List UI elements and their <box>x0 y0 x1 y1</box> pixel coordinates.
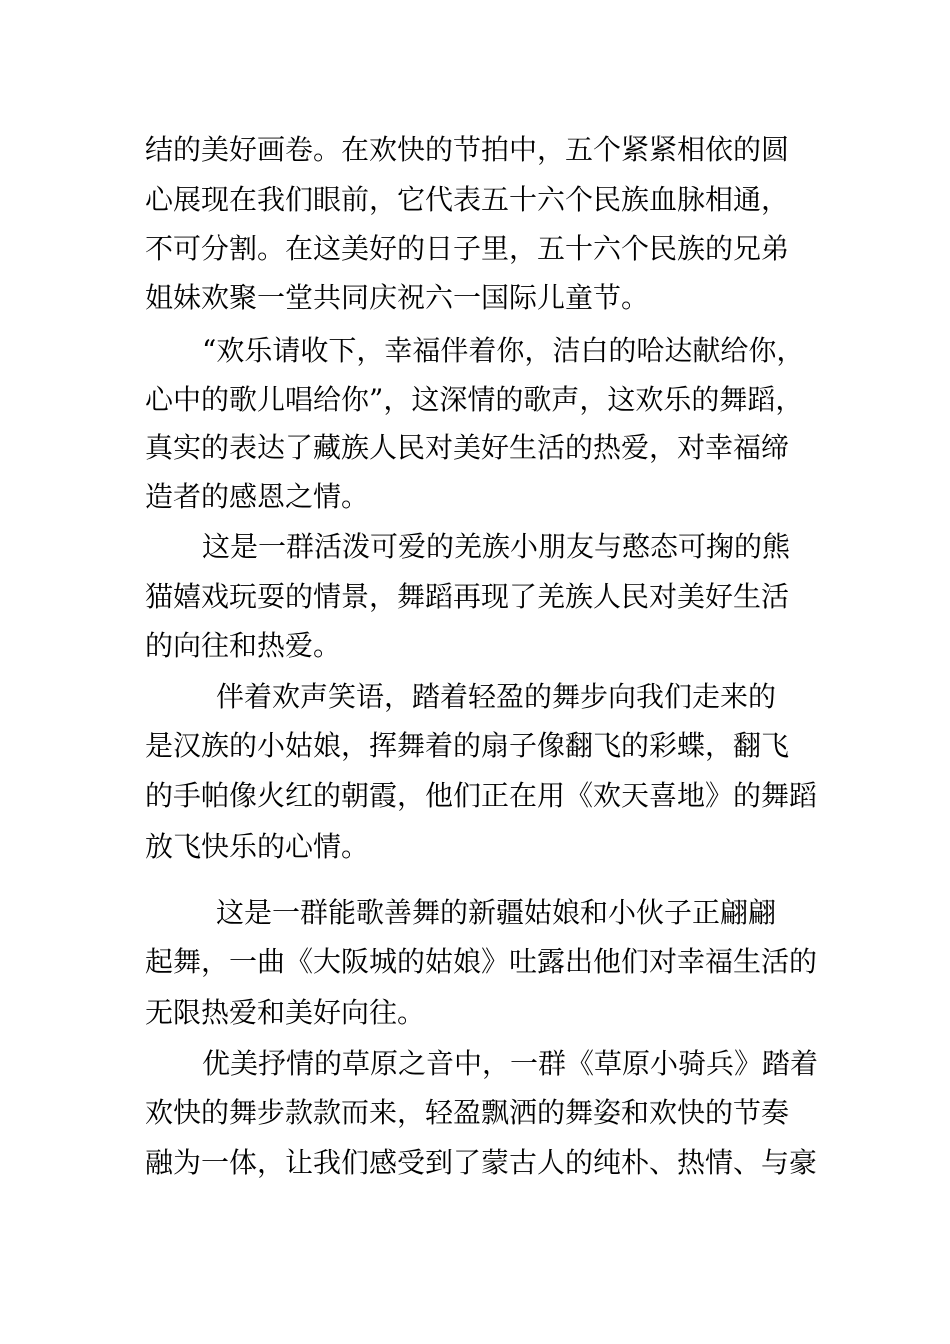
text-line: 这是一群能歌善舞的新疆姑娘和小伙子正翩翩 <box>216 896 777 929</box>
text-line: 真实的表达了藏族人民对美好生活的热爱，对幸福缔 <box>145 431 790 464</box>
text-line: 伴着欢声笑语，踏着轻盈的舞步向我们走来的 <box>216 680 777 713</box>
text-line: 结的美好画卷。在欢快的节拍中，五个紧紧相依的圆 <box>145 133 790 166</box>
text-line: 造者的感恩之情。 <box>145 480 370 513</box>
text-line: 心中的歌儿唱给你”，这深情的歌声，这欢乐的舞蹈， <box>145 383 804 416</box>
text-line: 无限热爱和美好向往。 <box>145 996 426 1029</box>
text-line: 欢快的舞步款款而来，轻盈飘洒的舞姿和欢快的节奏 <box>145 1096 790 1129</box>
text-line: 猫嬉戏玩耍的情景，舞蹈再现了羌族人民对美好生活 <box>145 580 790 613</box>
text-line: 这是一群活泼可爱的羌族小朋友与憨态可掬的熊 <box>202 530 791 563</box>
text-line: 姐妹欢聚一堂共同庆祝六一国际儿童节。 <box>145 281 650 314</box>
text-line: “欢乐请收下，幸福伴着你，洁白的哈达献给你， <box>202 334 805 367</box>
text-line: 起舞，一曲《大阪城的姑娘》吐露出他们对幸福生活的 <box>145 945 818 978</box>
text-line: 融为一体，让我们感受到了蒙古人的纯朴、热情、与豪 <box>145 1146 818 1179</box>
text-line: 的向往和热爱。 <box>145 629 342 662</box>
text-line: 的手帕像火红的朝霞，他们正在用《欢天喜地》的舞蹈 <box>145 779 818 812</box>
text-line: 不可分割。在这美好的日子里，五十六个民族的兄弟 <box>145 232 790 265</box>
text-line: 是汉族的小姑娘，挥舞着的扇子像翻飞的彩蝶，翻飞 <box>145 729 790 762</box>
text-line: 优美抒情的草原之音中，一群《草原小骑兵》踏着 <box>202 1047 819 1080</box>
text-line: 心展现在我们眼前，它代表五十六个民族血脉相通， <box>145 183 790 216</box>
text-line: 放飞快乐的心情。 <box>145 830 370 863</box>
